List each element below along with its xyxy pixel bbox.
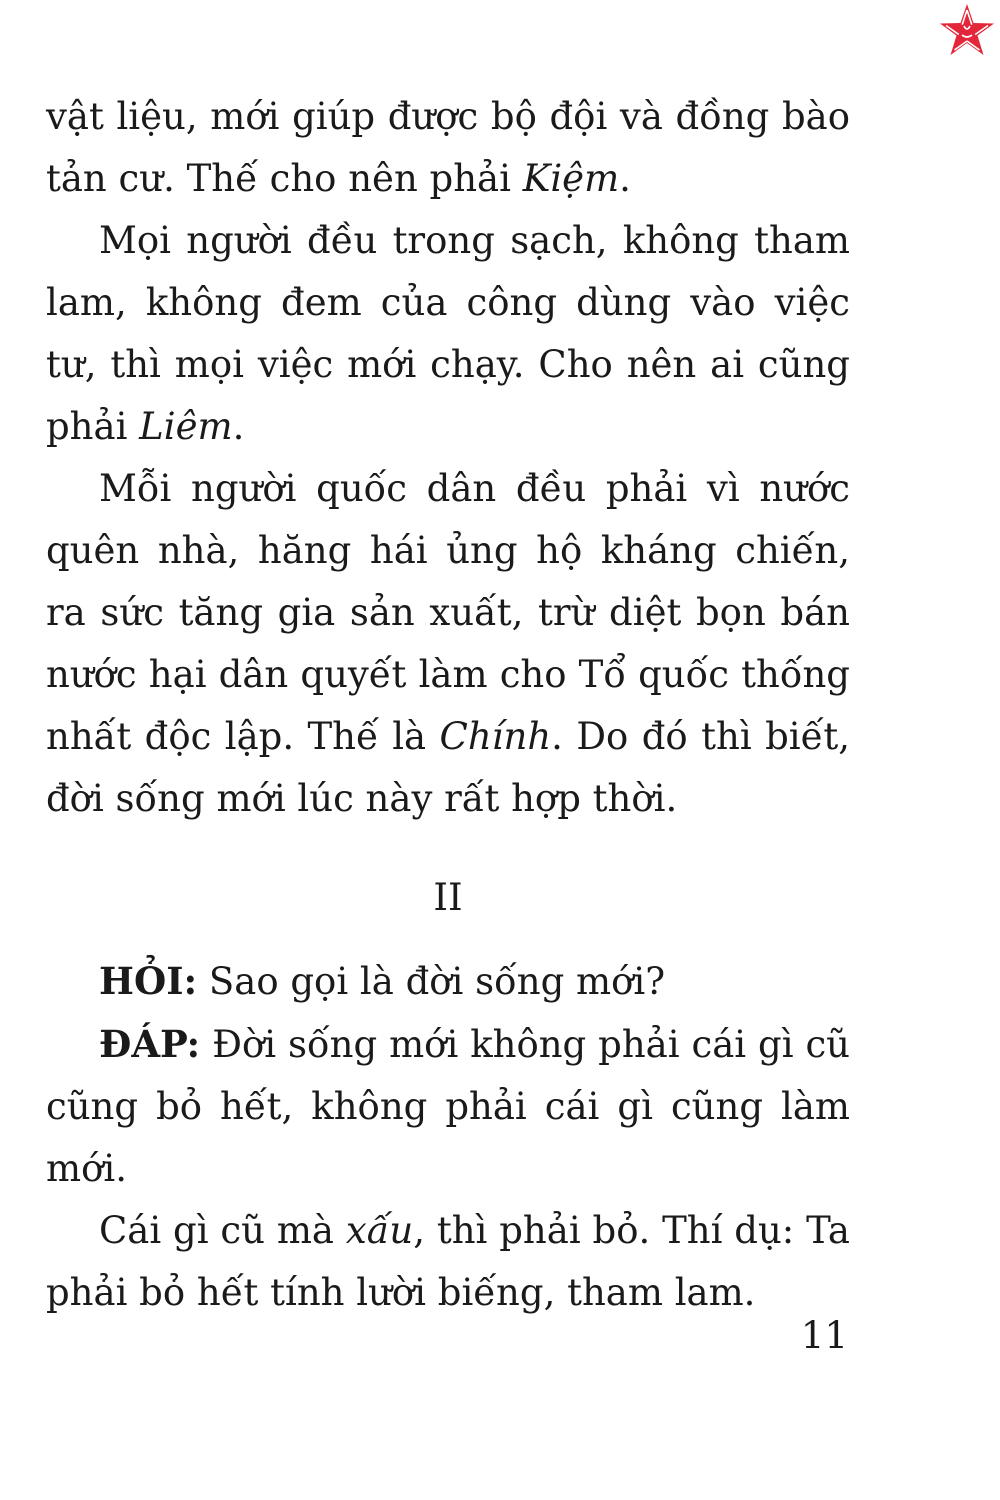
paragraph-text: Cái gì cũ mà: [99, 1209, 346, 1252]
question-paragraph: [46, 950, 850, 1013]
question-label: HỎI:: [99, 959, 198, 1003]
paragraph-text: , thì phải bỏ. Thí dụ: Ta phải bỏ hết tính lười biếng, tham lam.: [46, 1209, 850, 1314]
emphasis-kiem: Kiệm: [522, 157, 620, 200]
question-text: Sao gọi là đời sống mới?: [197, 960, 666, 1003]
emphasis-chinh: Chính: [439, 715, 552, 758]
qa-section: [46, 950, 850, 1324]
closing-paragraph: [46, 1200, 850, 1324]
paragraph-text: .: [619, 157, 631, 200]
paragraph-text: .: [232, 405, 245, 448]
section-heading: II: [433, 876, 463, 919]
paragraph-liem: [46, 210, 850, 458]
paragraph-chinh: [46, 458, 850, 830]
paragraph-kiem: [46, 86, 850, 210]
document-page: [46, 86, 850, 1324]
paragraph-text: vật liệu, mới giúp được bộ đội và đồng bào tản cư. Thế cho nên phải: [46, 95, 850, 200]
answer-text: Đời sống mới không phải cái gì cũ cũng bỏ hết, không phải cái gì cũng làm mới.: [46, 1023, 850, 1190]
paragraph-text: Mỗi người quốc dân đều phải vì nước quên nhà, hăng hái ủng hộ kháng chiến, ra sức tăng gia sản xuất, trừ diệt bọn bán nước hại dân quyết làm cho Tổ quốc thống nhất độc lập. Thế là: [46, 467, 850, 758]
answer-label: ĐÁP:: [99, 1022, 201, 1066]
page-number: 11: [800, 1314, 848, 1357]
paragraph-text: . Do đó thì biết, đời sống mới lúc này rất hợp thời.: [46, 715, 850, 820]
paragraph-text: Mọi người đều trong sạch, không tham lam, không đem của công dùng vào việc tư, thì mọi việc mới chạy. Cho nên ai cũng phải: [46, 219, 850, 448]
emphasis-xau: xấu: [345, 1209, 414, 1252]
emphasis-liem: Liêm: [139, 405, 233, 448]
red-star-emblem-icon: [936, 2, 998, 60]
answer-paragraph: [46, 1013, 850, 1200]
